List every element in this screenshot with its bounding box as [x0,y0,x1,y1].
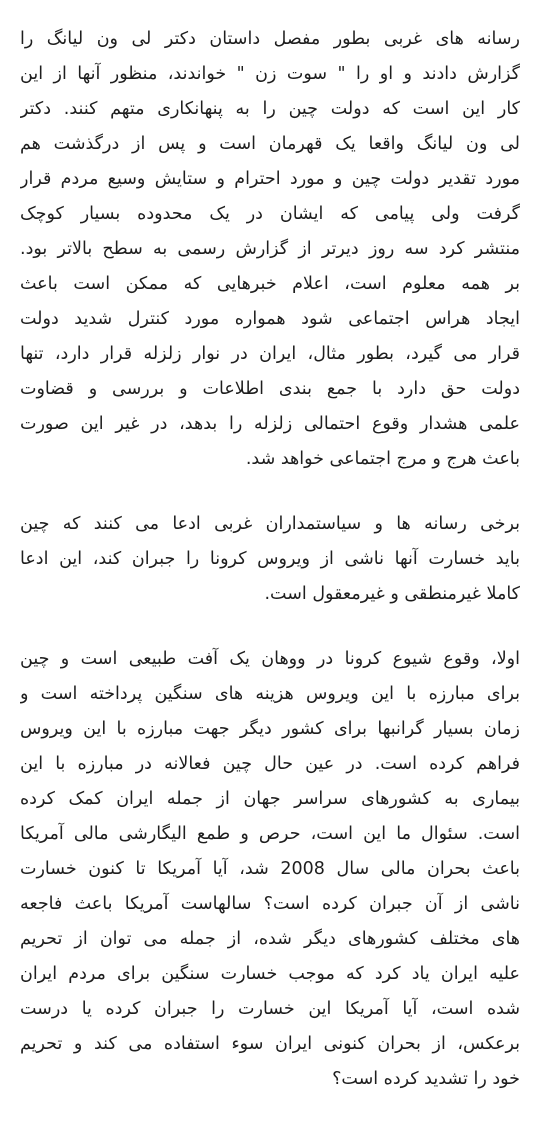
text-line: منتشر کرد سه روز دیرتر از گزارش رسمی به سطح بالاتر بود. [20,239,520,259]
paragraph-rebuttal [20,642,520,1097]
text-line: گزارش دادند و او را " سوت زن " خواندند، منظور آنها از این [20,64,520,84]
text-line: بر همه معلوم است، اعلام خبرهایی که ممکن است باعث [20,274,520,294]
text-line: ناشی از آن جبران کرده است؟ سالهاست آمریکا باعث فاجعه [20,894,520,914]
paragraph-compensation-claims [20,507,520,612]
text-line: علمی هشدار وقوع احتمالی زلزله را بدهد، در غیر این صورت [20,414,520,434]
text-line: لی ون لیانگ واقعا یک قهرمان است و پس از درگذشت هم [20,134,520,154]
text-line: اولا، وقوع شیوع کرونا در ووهان یک آفت طبیعی است و چین [20,649,520,669]
text-line: برعکس، از بحران کنونی ایران سوء استفاده می کند و تحریم [20,1034,520,1054]
text-line: ایجاد هراس اجتماعی شود همواره مورد کنترل شدید دولت [20,309,520,329]
text-line: قرار می گیرد، بطور مثال، ایران در نوار زلزله قرار دارد، تنها [20,344,520,364]
text-line: رسانه های غربی بطور مفصل داستان دکتر لی ون لیانگ را [20,29,520,49]
paragraph-spacer [20,612,520,642]
paragraph-spacer [20,477,520,507]
text-line: شده است، آیا آمریکا این خسارت را جبران کرده یا درست [20,999,520,1019]
text-line: گرفت ولی پیامی که ایشان در یک محدوده بسیار کوچک [20,204,520,224]
text-line: های مختلف کشورهای دیگر شده، از جمله می توان از تحریم [20,929,520,949]
text-line: علیه ایران یاد کرد که موجب خسارت سنگین برای مردم ایران [20,964,520,984]
text-line: زمان بسیار گرانبها برای کشور دیگر جهت مبارزه با این ویروس [20,719,520,739]
text-line: کار این است که دولت چین را به پنهانکاری متهم کنند. دکتر [20,99,520,119]
text-line: باعث بحران مالی سال 2008 شد، آیا آمریکا تا کنون خسارت [20,859,520,879]
text-line: فراهم کرده است. در عین حال چین فعالانه در مبارزه با این [20,754,520,774]
text-line: دولت حق دارد با جمع بندی اطلاعات و بررسی و قضاوت [20,379,520,399]
paragraph-whistleblower [20,22,520,477]
text-line: خود را تشدید کرده است؟ [332,1069,520,1089]
text-line: بیماری به کشورهای سراسر جهان از جمله ایران کمک کرده [20,789,520,809]
text-line: برخی رسانه ها و سیاستمداران غربی ادعا می کنند که چین [20,514,520,534]
text-line: مورد تقدیر دولت چین و مورد احترام و ستایش وسیع مردم قرار [20,169,520,189]
text-line: کاملا غیرمنطقی و غیرمعقول است. [264,584,520,604]
text-line: باید خسارت آنها ناشی از ویروس کرونا را جبران کند، این ادعا [20,549,520,569]
text-line: برای مبارزه با این ویروس هزینه های سنگین پرداخته است و [20,684,520,704]
text-line: باعث هرج و مرج اجتماعی خواهد شد. [245,449,520,469]
text-line: است. سئوال ما این است، حرص و طمع الیگارشی مالی آمریکا [20,824,520,844]
